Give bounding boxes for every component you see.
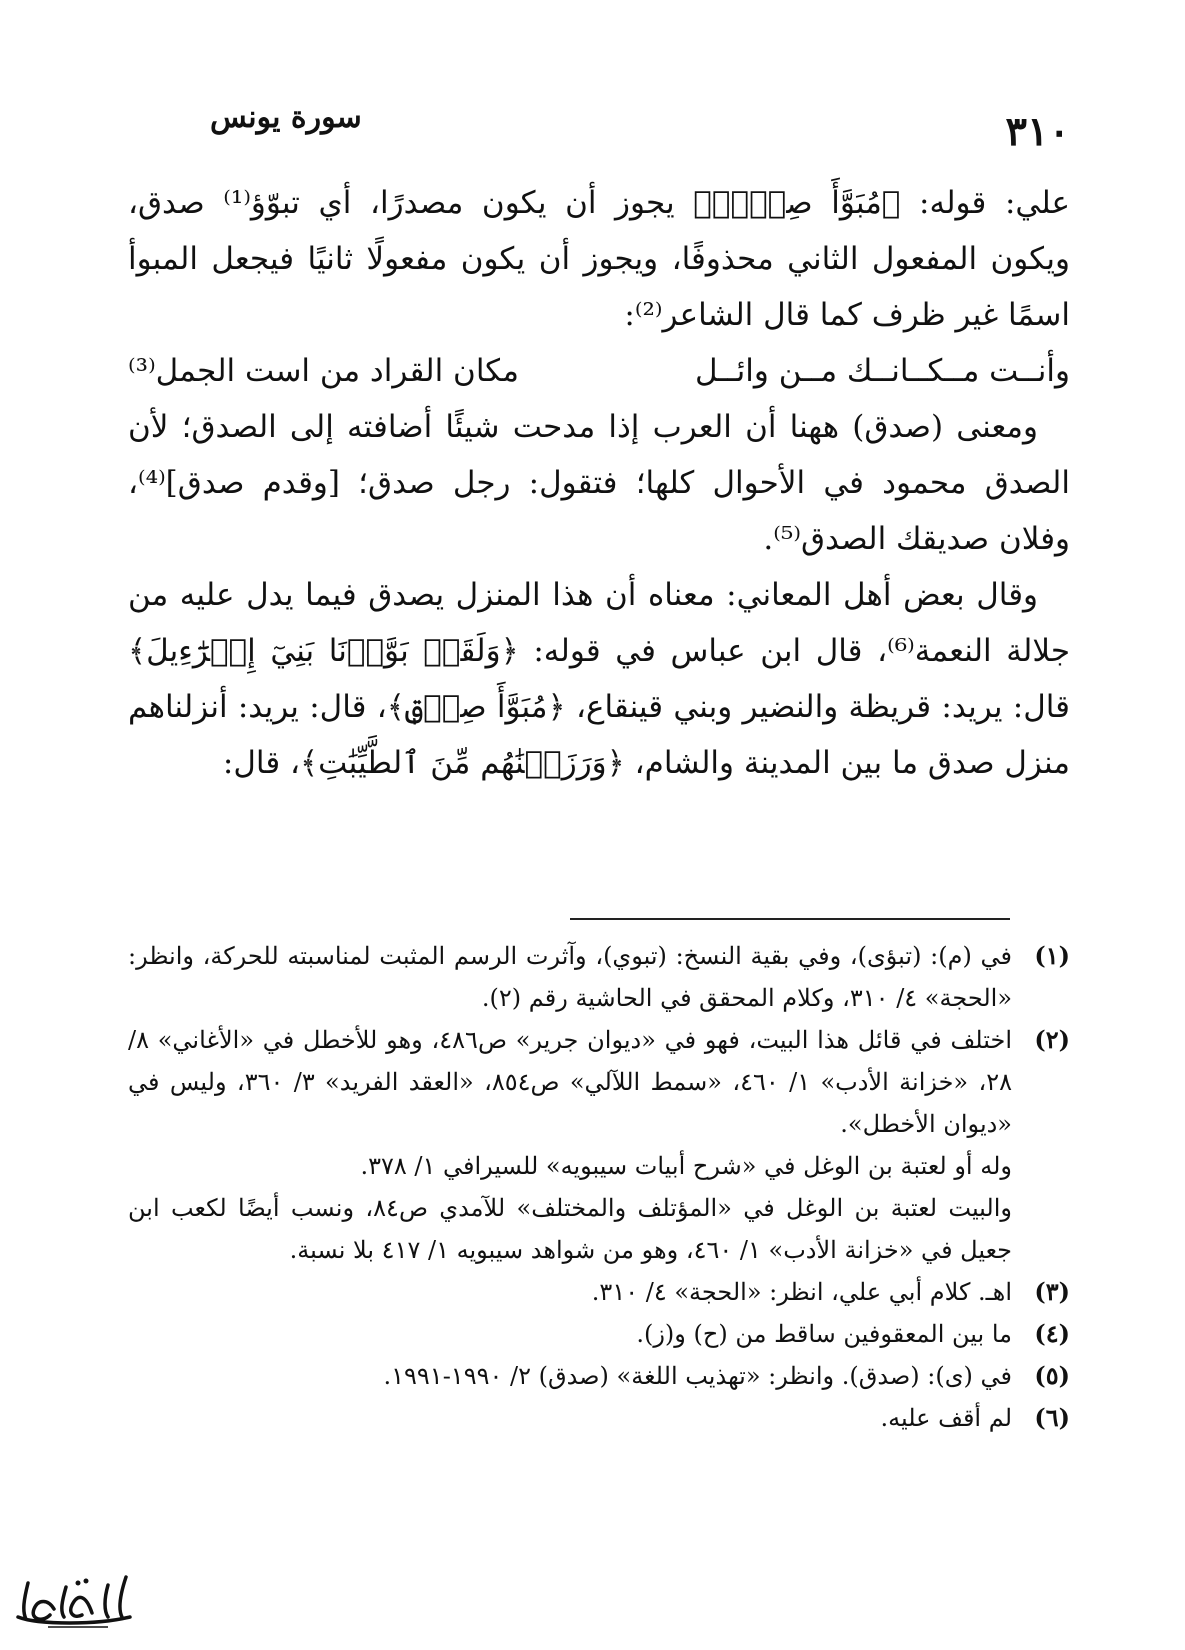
footnote-separator bbox=[570, 918, 1010, 920]
footnote-text: لم أقف عليه. bbox=[880, 1404, 1012, 1432]
verse-second-hemistich: مكان القراد من است الجمل⁽³⁾ bbox=[128, 353, 519, 389]
calligraphy-logo bbox=[8, 1565, 138, 1635]
poetry-verse bbox=[128, 343, 1070, 399]
footnote-number: (٢) bbox=[1034, 1025, 1070, 1054]
footnote-text: في (ى): (صدق). وانظر: «تهذيب اللغة» (صدق) ٢/ ١٩٩٠-١٩٩١. bbox=[383, 1362, 1012, 1390]
footnote-text: اهـ. كلام أبي علي، انظر: «الحجة» ٤/ ٣١٠. bbox=[591, 1278, 1012, 1306]
paragraph-2: ومعنى (صدق) ههنا أن العرب إذا مدحت شيئًا أضافته إلى الصدق؛ لأن الصدق محمود في الأحوال كلها؛ فتقول: رجل صدق؛ [وقدم صدق]⁽⁴⁾، وفلان صديقك الصدق⁽⁵⁾. bbox=[128, 409, 1070, 557]
paragraph-3: وقال بعض أهل المعاني: معناه أن هذا المنزل يصدق فيما يدل عليه من جلالة النعمة⁽⁶⁾، قال ابن عباس في قوله: ﴿وَلَقَدۡ بَوَّأۡنَا بَنِيٓ إِسۡرَٰٓءِيلَ﴾ قال: يريد: قريظة والنضير وبني قينقاع، ﴿مُبَوَّأَ صِدۡقٖ﴾، قال: يريد: أنزلناهم منزل صدق ما بين المدينة والشام، ﴿وَرَزَقۡنَٰهُم مِّنَ ٱلطَّيِّبَٰتِ﴾، قال: bbox=[128, 577, 1070, 781]
verse-first-hemistich: وأنــت مــكــانــك مــن وائــل bbox=[694, 353, 1070, 389]
page-number: ٣١٠ bbox=[1005, 108, 1070, 155]
footnote-number: (٣) bbox=[1034, 1277, 1070, 1306]
calligraphy-logo-icon bbox=[8, 1565, 138, 1635]
footnotes bbox=[128, 935, 1070, 1439]
footnote-text: ما بين المعقوفين ساقط من (ح) و(ز). bbox=[636, 1320, 1012, 1348]
footnote-number: (٥) bbox=[1034, 1361, 1070, 1390]
paragraph-1: علي: قوله: ﴿مُبَوَّأَ صِدۡقٖ﴾ يجوز أن يكون مصدرًا، أي تبوّؤ⁽¹⁾ صدق، ويكون المفعول الثاني محذوفًا، ويجوز أن يكون مفعولًا ثانيًا فيجعل المبوأ اسمًا غير ظرف كما قال الشاعر⁽²⁾: bbox=[128, 185, 1070, 333]
footnote-1 bbox=[128, 935, 1070, 1019]
footnote-number: (٦) bbox=[1034, 1403, 1070, 1432]
footnote-number: (٤) bbox=[1034, 1319, 1070, 1348]
page-header bbox=[200, 100, 1070, 160]
footnote-number: (١) bbox=[1034, 941, 1070, 970]
main-text bbox=[128, 175, 1070, 791]
footnote-2-continuation-2: والبيت لعتبة بن الوغل في «المؤتلف والمختلف» للآمدي ص٨٤، ونسب أيضًا لكعب ابن جعيل في «خزانة الأدب» ١/ ٤٦٠، وهو من شواهد سيبويه ١/ ٤١٧ بلا نسبة. bbox=[128, 1194, 1012, 1264]
footnote-text: في (م): (تبؤى)، وفي بقية النسخ: (تبوي)، وآثرت الرسم المثبت لمناسبته للحركة، وانظر: «الحجة» ٤/ ٣١٠، وكلام المحقق في الحاشية رقم (٢). bbox=[128, 942, 1012, 1012]
footnote-3 bbox=[128, 1271, 1070, 1313]
footnote-2 bbox=[128, 1019, 1070, 1145]
footnote-5 bbox=[128, 1355, 1070, 1397]
footnote-4 bbox=[128, 1313, 1070, 1355]
footnote-6 bbox=[128, 1397, 1070, 1439]
surah-title: سورة يونس bbox=[210, 100, 362, 135]
footnote-text: اختلف في قائل هذا البيت، فهو في «ديوان جرير» ص٤٨٦، وهو للأخطل في «الأغاني» ٨/ ٢٨، «خزانة الأدب» ١/ ٤٦٠، «سمط اللآلي» ص٨٥٤، «العقد الفريد» ٣/ ٣٦٠، وليس في «ديوان الأخطل». bbox=[128, 1026, 1013, 1138]
footnote-2-continuation-1: وله أو لعتبة بن الوغل في «شرح أبيات سيبويه» للسيرافي ١/ ٣٧٨. bbox=[360, 1152, 1012, 1180]
